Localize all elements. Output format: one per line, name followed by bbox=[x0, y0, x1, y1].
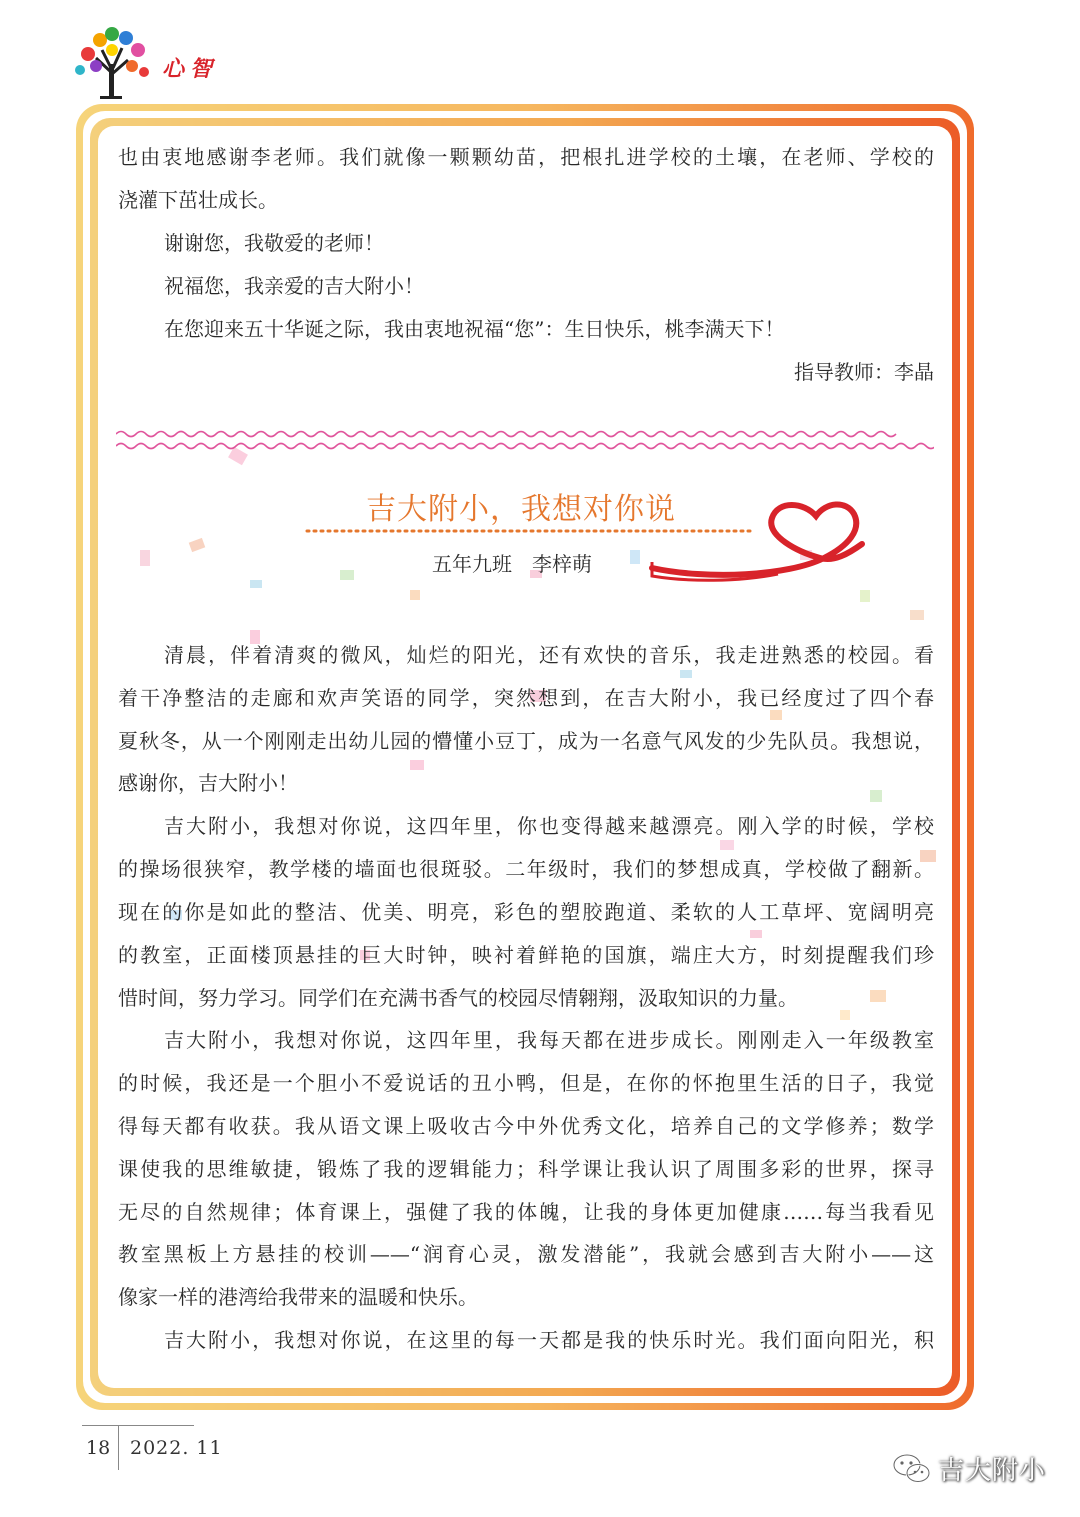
article-author: 五年九班 李梓萌 bbox=[432, 552, 592, 576]
paragraph-line: 无尽的自然规律；体育课上，强健了我的体魄，让我的身体更加健康……每当我看见 bbox=[118, 1200, 934, 1224]
footer-divider bbox=[118, 1426, 119, 1470]
page-number: 18 bbox=[86, 1437, 111, 1459]
paragraph-line: 吉大附小，我想对你说，这四年里，你也变得越来越漂亮。刚入学的时候，学校 bbox=[164, 814, 934, 838]
paragraph-line: 也由衷地感谢李老师。我们就像一颗颗幼苗，把根扎进学校的土壤，在老师、学校的 bbox=[118, 145, 934, 169]
paragraph-line: 现在的你是如此的整洁、优美、明亮，彩色的塑胶跑道、柔软的人工草坪、宽阔明亮 bbox=[118, 900, 934, 924]
paragraph-line: 感谢你，吉大附小！ bbox=[118, 771, 298, 795]
paragraph-line: 的教室，正面楼顶悬挂的巨大时钟，映衬着鲜艳的国旗，端庄大方，时刻提醒我们珍 bbox=[118, 943, 934, 967]
paragraph-line: 像家一样的港湾给我带来的温暖和快乐。 bbox=[118, 1285, 478, 1309]
wavy-divider bbox=[116, 428, 934, 456]
paragraph-line: 惜时间，努力学习。同学们在充满书香气的校园尽情翱翔，汲取知识的力量。 bbox=[118, 986, 798, 1010]
teacher-credit: 指导教师：李晶 bbox=[794, 360, 934, 384]
paragraph-line: 教室黑板上方悬挂的校训——“润育心灵，激发潜能”，我就会感到吉大附小——这 bbox=[118, 1242, 934, 1266]
paragraph-line: 课使我的思维敏捷，锻炼了我的逻辑能力；科学课让我认识了周围多彩的世界，探寻 bbox=[118, 1157, 934, 1181]
article-title: 吉大附小，我想对你说 bbox=[366, 492, 676, 527]
paragraph-line: 在您迎来五十华诞之际，我由衷地祝福“您”：生日快乐，桃李满天下！ bbox=[164, 317, 785, 341]
section-label: 心智 bbox=[162, 56, 219, 82]
paragraph-line: 吉大附小，我想对你说，这四年里，我每天都在进步成长。刚刚走入一年级教室 bbox=[164, 1028, 934, 1052]
paragraph-line: 浇灌下茁壮成长。 bbox=[118, 188, 278, 212]
heart-ribbon-icon bbox=[648, 496, 874, 584]
tree-logo-icon bbox=[72, 24, 152, 102]
paragraph-line: 的操场很狭窄，教学楼的墙面也很斑驳。二年级时，我们的梦想成真，学校做了翻新。 bbox=[118, 857, 934, 881]
paragraph-line: 祝福您，我亲爱的吉大附小！ bbox=[164, 274, 424, 298]
paragraph-line: 着干净整洁的走廊和欢声笑语的同学，突然想到，在吉大附小，我已经度过了四个春 bbox=[118, 686, 934, 710]
footer-rule bbox=[82, 1425, 194, 1426]
wechat-icon bbox=[892, 1452, 932, 1486]
issue-date: 2022. 11 bbox=[130, 1437, 223, 1459]
paragraph-line: 清晨，伴着清爽的微风，灿烂的阳光，还有欢快的音乐，我走进熟悉的校园。看 bbox=[164, 643, 934, 667]
paragraph-line: 的时候，我还是一个胆小不爱说话的丑小鸭，但是，在你的怀抱里生活的日子，我觉 bbox=[118, 1071, 934, 1095]
paragraph-line: 谢谢您，我敬爱的老师！ bbox=[164, 231, 384, 255]
paragraph-line: 吉大附小，我想对你说，在这里的每一天都是我的快乐时光。我们面向阳光，积 bbox=[164, 1328, 934, 1352]
watermark-account-name: 吉大附小 bbox=[938, 1456, 1047, 1486]
paragraph-line: 夏秋冬，从一个刚刚走出幼儿园的懵懂小豆丁，成为一名意气风发的少先队员。我想说， bbox=[118, 729, 934, 753]
paragraph-line: 得每天都有收获。我从语文课上吸收古今中外优秀文化，培养自己的文学修养；数学 bbox=[118, 1114, 934, 1138]
